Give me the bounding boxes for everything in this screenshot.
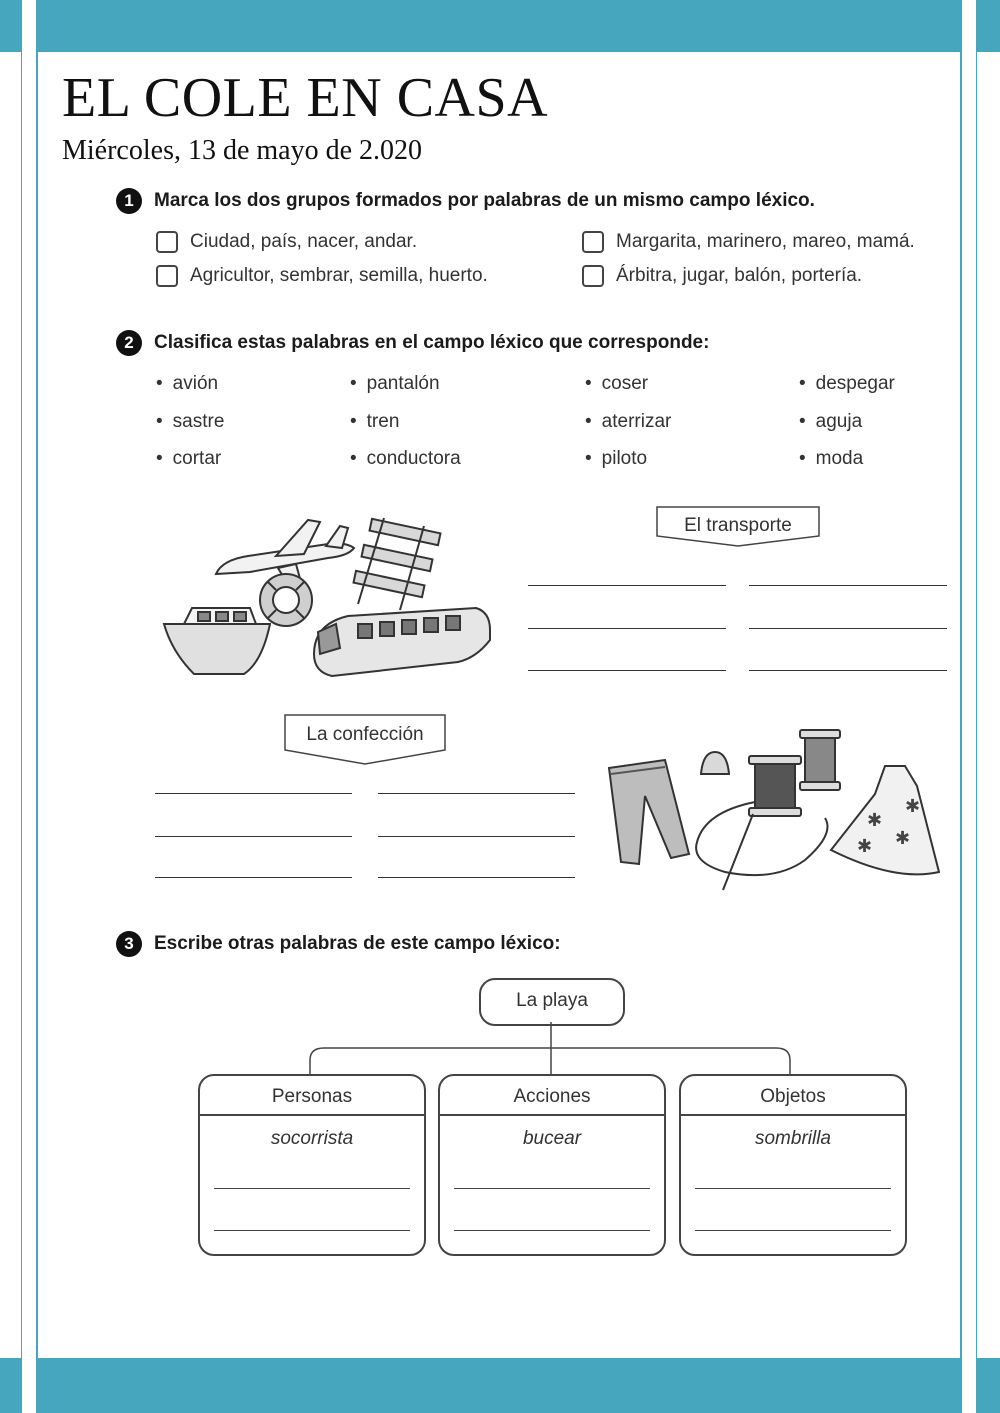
category-box-objetos <box>679 1074 907 1256</box>
q1-option-3[interactable] <box>156 265 488 287</box>
page-date: Miércoles, 13 de mayo de 2.020 <box>62 135 423 166</box>
answer-line[interactable] <box>528 585 726 586</box>
category-box-acciones <box>438 1074 666 1256</box>
sewing-tag <box>284 714 446 766</box>
word-item: • avión <box>156 373 219 394</box>
frame-outer-left-line <box>21 52 22 1358</box>
category-title: Objetos <box>681 1076 905 1116</box>
answer-line[interactable] <box>378 836 575 837</box>
question-2-text: Clasifica estas palabras en el campo léxico que corresponde: <box>154 332 710 353</box>
option-label: Margarita, marinero, mareo, mamá. <box>616 231 915 252</box>
word-item: • aterrizar <box>585 411 672 432</box>
answer-line[interactable] <box>155 793 352 794</box>
checkbox[interactable] <box>156 265 178 287</box>
word-item: • conductora <box>350 448 461 469</box>
page-title: EL COLE EN CASA <box>62 67 549 129</box>
concept-root: La playa <box>479 978 625 1026</box>
word-item: • cortar <box>156 448 222 469</box>
sewing-tag-label: La confección <box>306 724 424 745</box>
answer-line[interactable] <box>528 670 726 671</box>
q1-option-2[interactable] <box>582 231 915 253</box>
word-item: • despegar <box>799 373 895 394</box>
option-label: Agricultor, sembrar, semilla, huerto. <box>190 265 488 286</box>
svg-text:✱: ✱ <box>905 796 921 816</box>
frame-right-line <box>960 52 962 1358</box>
category-title: Acciones <box>440 1076 664 1116</box>
dress-icon <box>831 766 939 874</box>
sewing-illustration <box>605 722 940 894</box>
question-3-text: Escribe otras palabras de este campo léxico: <box>154 933 561 954</box>
ladder-icon <box>354 518 441 610</box>
word-item: • aguja <box>799 411 863 432</box>
frame-left-line <box>36 52 38 1358</box>
answer-line[interactable] <box>528 628 726 629</box>
checkbox[interactable] <box>582 265 604 287</box>
option-label: Árbitra, jugar, balón, portería. <box>616 265 863 286</box>
bottom-bar-right <box>976 1358 1000 1413</box>
checkbox[interactable] <box>156 231 178 253</box>
answer-line[interactable] <box>695 1230 891 1231</box>
svg-text:✱: ✱ <box>895 828 911 848</box>
answer-line[interactable] <box>378 877 575 878</box>
word-item: • sastre <box>156 411 225 432</box>
answer-line[interactable] <box>749 628 947 629</box>
thimble-icon <box>701 752 729 774</box>
checkbox[interactable] <box>582 231 604 253</box>
word-item: • moda <box>799 448 864 469</box>
boat-icon <box>164 608 270 674</box>
lifebuoy-icon <box>260 574 312 626</box>
word-item: • piloto <box>585 448 648 469</box>
answer-line[interactable] <box>454 1230 650 1231</box>
answer-line[interactable] <box>749 670 947 671</box>
spool-icon <box>749 730 840 816</box>
transport-tag-label: El transporte <box>684 515 792 536</box>
top-bar <box>36 0 962 52</box>
category-example: bucear <box>522 1128 582 1149</box>
answer-line[interactable] <box>749 585 947 586</box>
question-3-number: 3 <box>116 931 142 957</box>
answer-line[interactable] <box>155 836 352 837</box>
top-bar-left <box>0 0 22 52</box>
answer-line[interactable] <box>454 1188 650 1189</box>
tree-connectors <box>300 1022 800 1078</box>
answer-line[interactable] <box>214 1230 410 1231</box>
question-1-number: 1 <box>116 188 142 214</box>
q1-option-1[interactable] <box>156 231 417 253</box>
answer-line[interactable] <box>695 1188 891 1189</box>
question-2-number: 2 <box>116 330 142 356</box>
bottom-bar <box>36 1358 962 1413</box>
frame-outer-right-line <box>976 52 977 1358</box>
category-example: sombrilla <box>754 1128 832 1149</box>
category-box-personas <box>198 1074 426 1256</box>
category-title: Personas <box>200 1076 424 1116</box>
svg-text:✱: ✱ <box>867 810 883 830</box>
transport-illustration <box>158 512 493 684</box>
bottom-bar-left <box>0 1358 22 1413</box>
category-example: socorrista <box>270 1128 354 1149</box>
transport-tag <box>656 506 820 548</box>
answer-line[interactable] <box>214 1188 410 1189</box>
answer-line[interactable] <box>378 793 575 794</box>
answer-line[interactable] <box>155 877 352 878</box>
q1-option-4[interactable] <box>582 265 862 287</box>
option-label: Ciudad, país, nacer, andar. <box>190 231 418 252</box>
word-item: • pantalón <box>350 373 440 394</box>
top-bar-right <box>976 0 1000 52</box>
word-item: • tren <box>350 411 400 432</box>
train-icon <box>314 608 490 676</box>
question-1-text: Marca los dos grupos formados por palabras de un mismo campo léxico. <box>154 190 815 211</box>
word-item: • coser <box>585 373 649 394</box>
trousers-icon <box>609 760 689 864</box>
svg-text:✱: ✱ <box>857 836 873 856</box>
